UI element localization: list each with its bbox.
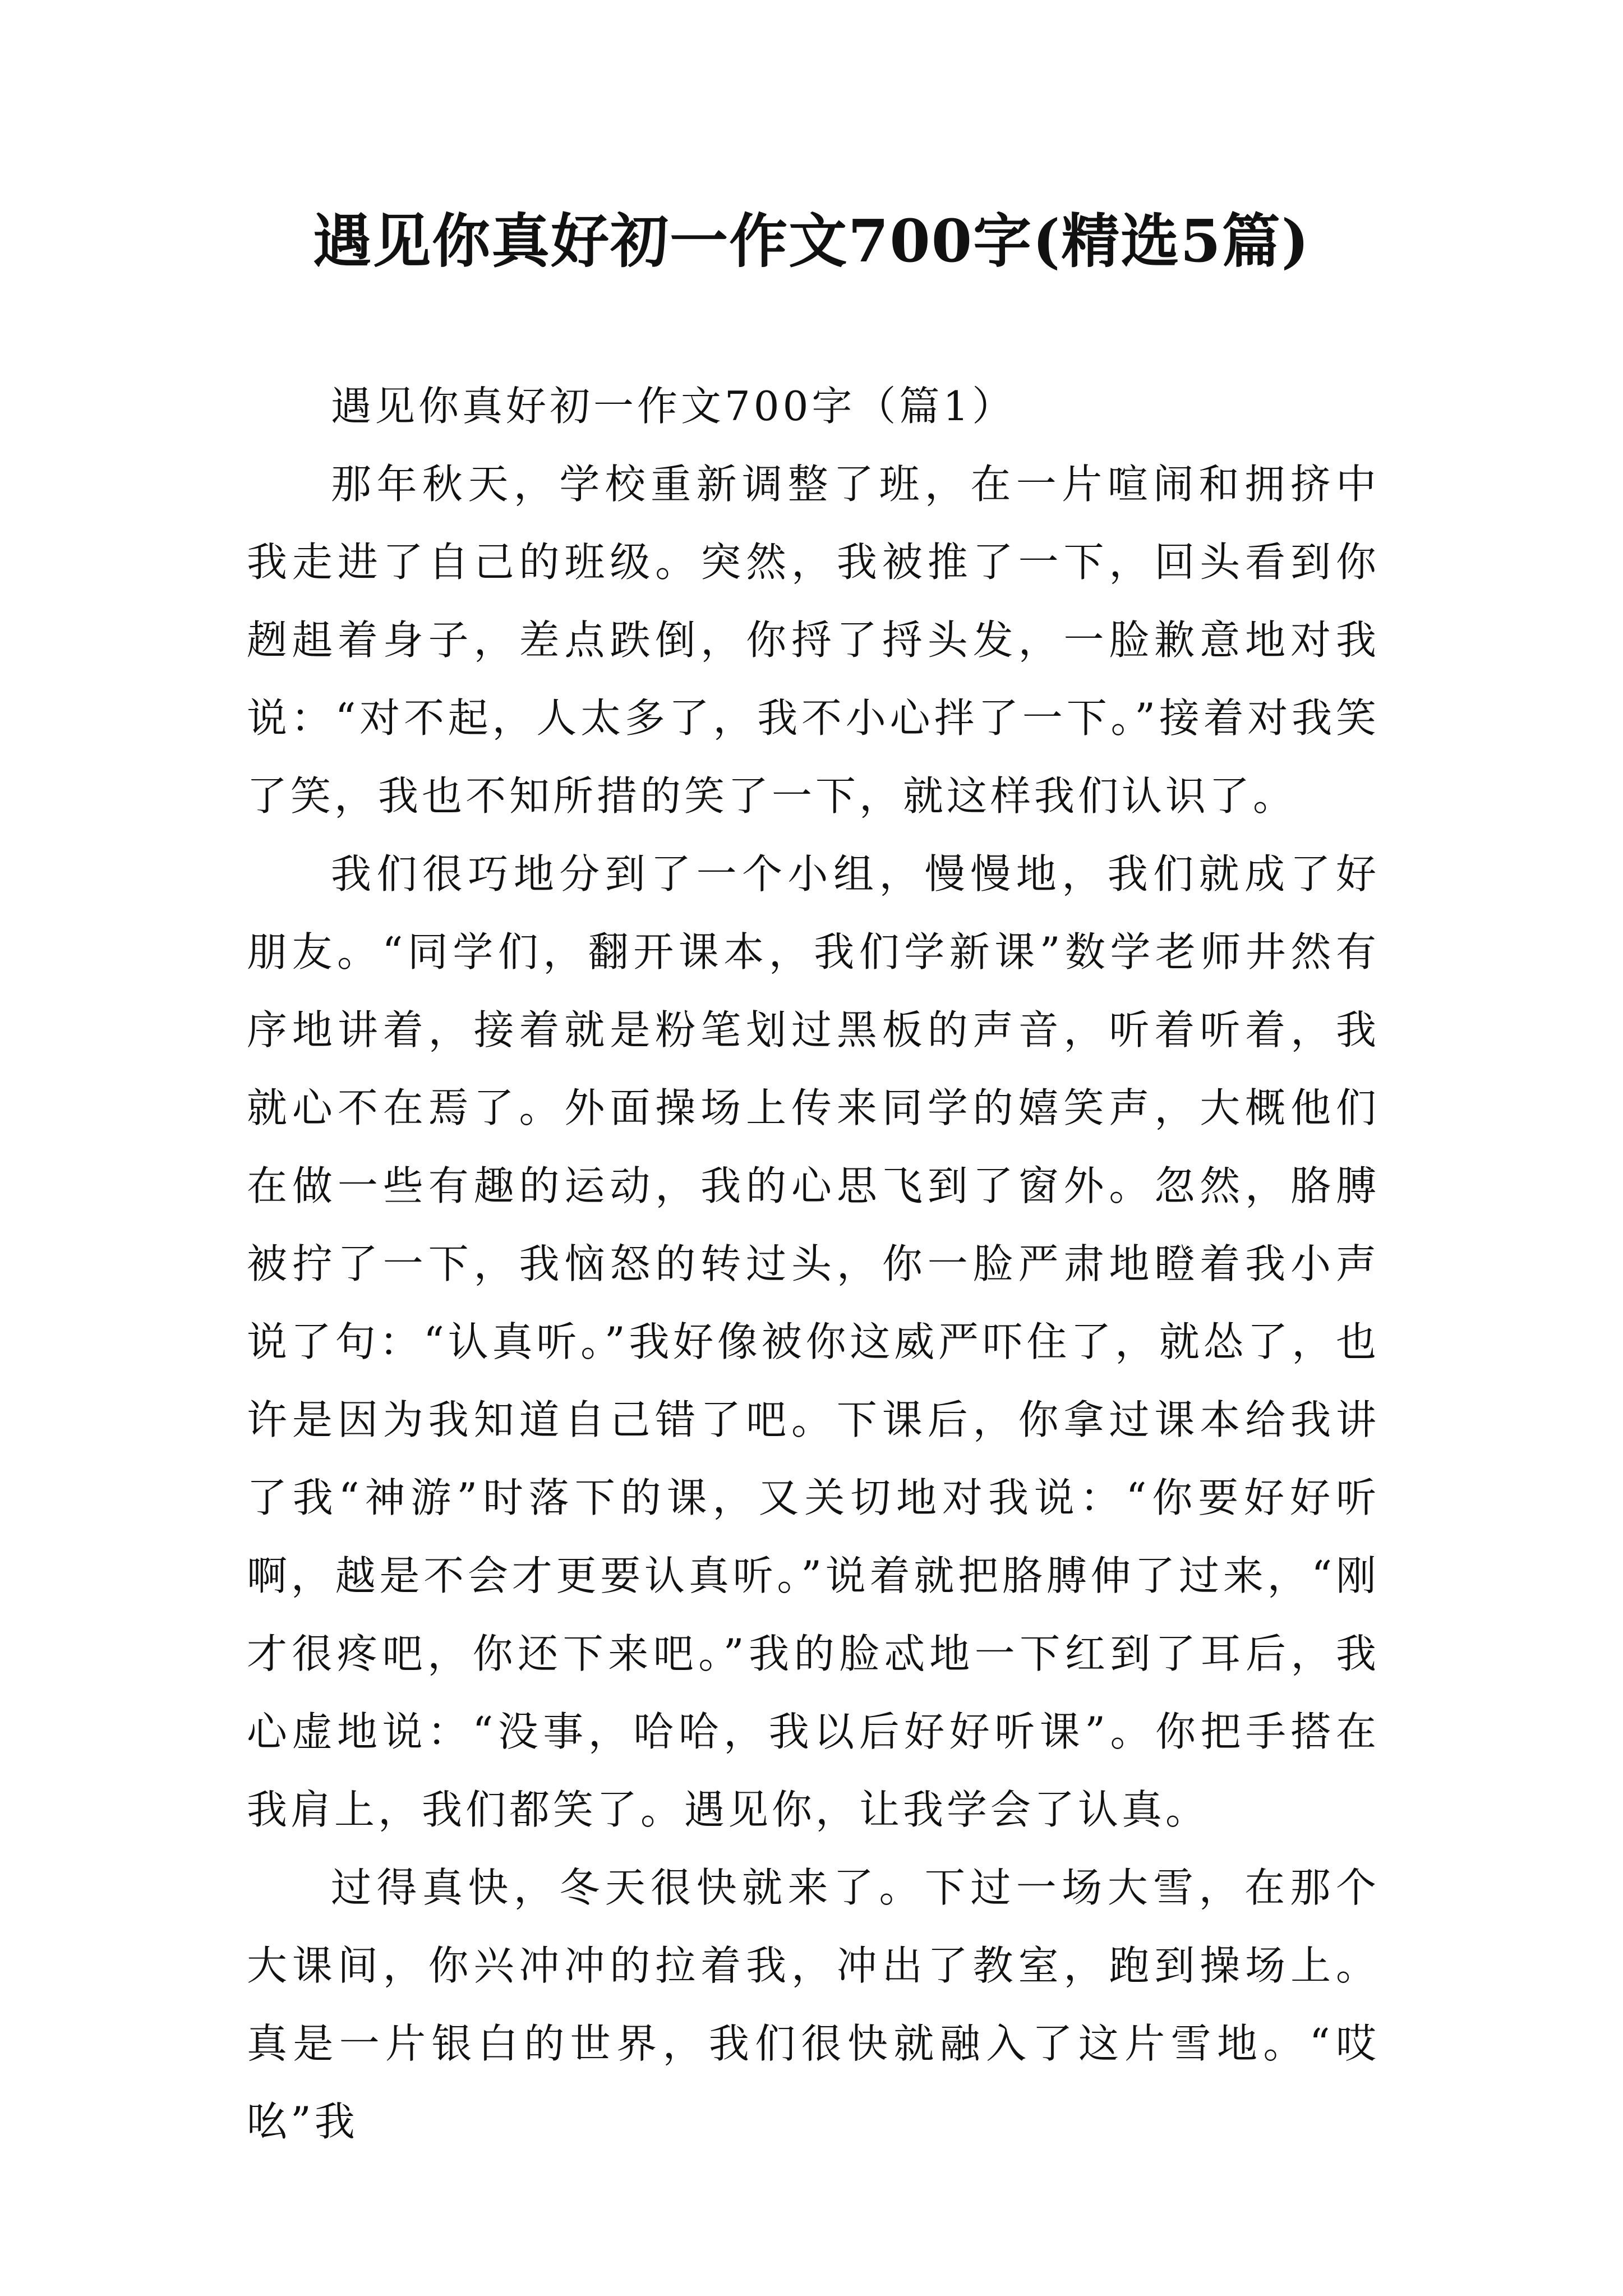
section-heading: 遇见你真好初一作文700字（篇1） [331, 383, 1016, 430]
document-body [247, 367, 1380, 2161]
paragraph-3: 过得真快，冬天很快就来了。下过一场大雪，在那个大课间，你兴冲冲的拉着我，冲出了教室，跑到操场上。真是一片银白的世界，我们很快就融入了这片雪地。“哎吆”我 [247, 1864, 1380, 2145]
paragraph-1: 那年秋天，学校重新调整了班，在一片喧闹和拥挤中我走进了自己的班级。突然，我被推了一下，回头看到你趔趄着身子，差点跌倒，你捋了捋头发，一脸歉意地对我说：“对不起，人太多了，我不小心拌了一下。”接着对我笑了笑，我也不知所措的笑了一下，就这样我们认识了。 [247, 461, 1380, 820]
paragraph-2: 我们很巧地分到了一个小组，慢慢地，我们就成了好朋友。“同学们，翻开课本，我们学新课”数学老师井然有序地讲着，接着就是粉笔划过黑板的声音，听着听着，我就心不在焉了。外面操场上传来同学的嬉笑声，大概他们在做一些有趣的运动，我的心思飞到了窗外。忽然，胳膊被拧了一下，我恼怒的转过头，你一脸严肃地瞪着我小声说了句：“认真听。”我好像被你这威严吓住了，就怂了，也许是因为我知道自己错了吧。下课后，你拿过课本给我讲了我“神游”时落下的课，又关切地对我说：“你要好好听啊，越是不会才更要认真听。”说着就把胳膊伸了过来，“刚才很疼吧，你还下来吧。”我的脸忒地一下红到了耳后，我心虚地说：“没事，哈哈，我以后好好听课”。你把手搭在我肩上，我们都笑了。遇见你，让我学会了认真。 [247, 850, 1380, 1833]
document-title: 遇见你真好初一作文700字(精选5篇) [313, 206, 1310, 275]
